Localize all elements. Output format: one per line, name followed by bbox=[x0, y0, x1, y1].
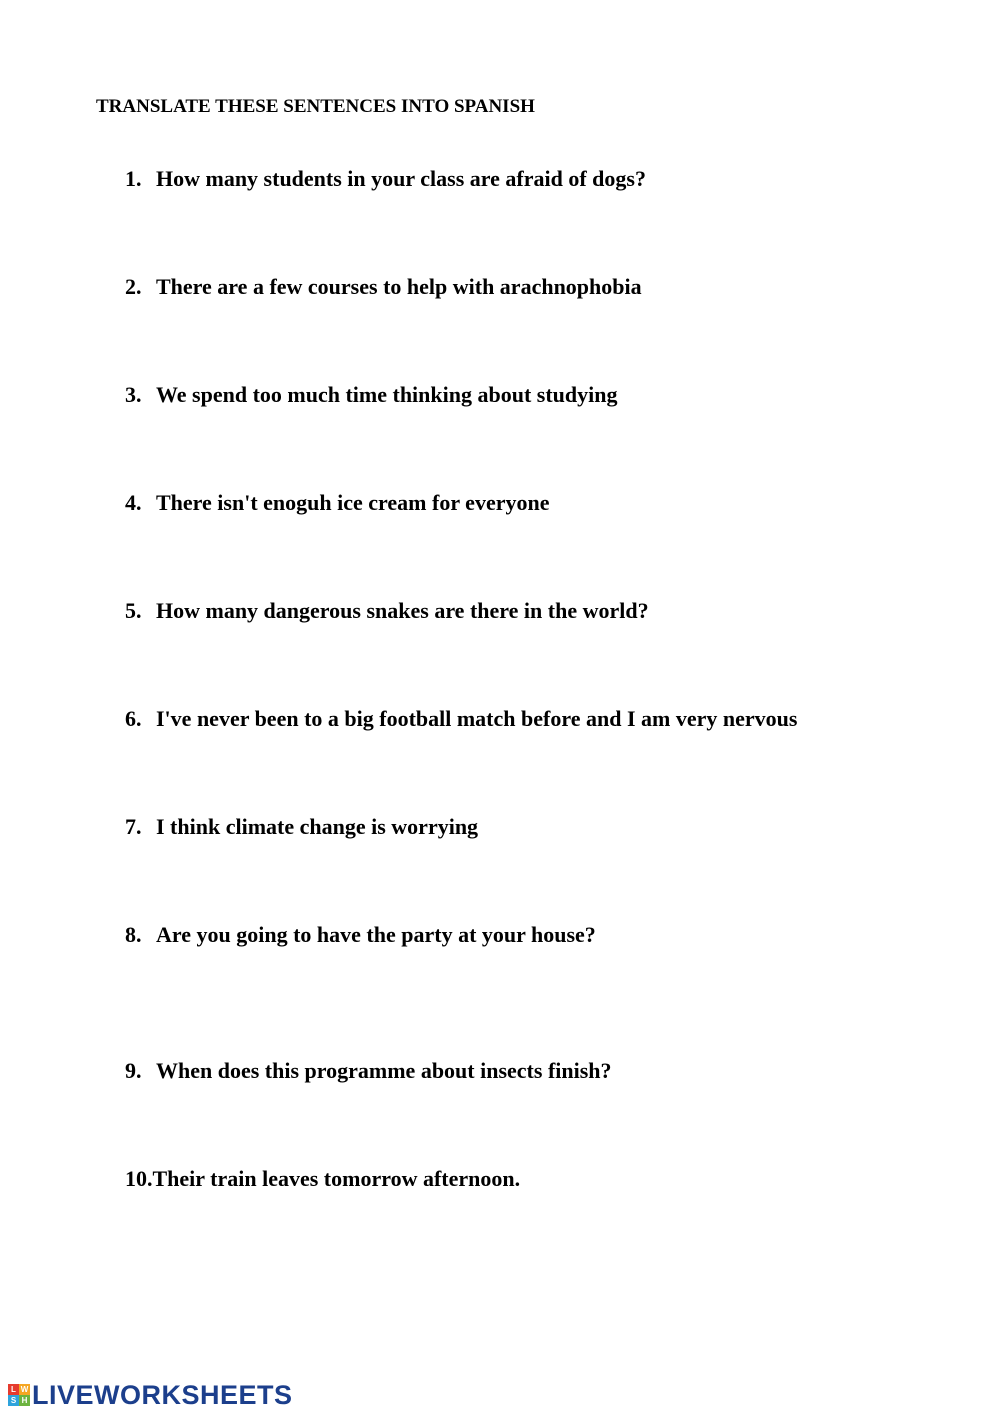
question-number: 6. bbox=[125, 706, 142, 731]
logo-letter: L bbox=[8, 1384, 19, 1395]
question-number: 9. bbox=[125, 1058, 142, 1083]
question-text: We spend too much time thinking about studying bbox=[156, 382, 618, 407]
question-item bbox=[125, 921, 596, 949]
question-text: Their train leaves tomorrow afternoon. bbox=[152, 1166, 521, 1191]
question-text: How many dangerous snakes are there in the world? bbox=[156, 598, 649, 623]
question-text: When does this programme about insects finish? bbox=[156, 1058, 612, 1083]
question-number: 1. bbox=[125, 166, 142, 191]
logo-mark-icon bbox=[8, 1384, 30, 1406]
question-item bbox=[125, 1057, 612, 1085]
liveworksheets-logo[interactable] bbox=[8, 1380, 293, 1410]
question-item bbox=[125, 597, 649, 625]
brand-name: LIVEWORKSHEETS bbox=[32, 1379, 293, 1410]
question-item bbox=[125, 705, 797, 733]
question-number: 2. bbox=[125, 274, 142, 299]
logo-letter: S bbox=[8, 1395, 19, 1406]
question-item bbox=[125, 489, 549, 517]
question-item bbox=[125, 273, 642, 301]
question-number: 4. bbox=[125, 490, 142, 515]
question-number: 3. bbox=[125, 382, 142, 407]
question-text: How many students in your class are afraid of dogs? bbox=[156, 166, 646, 191]
question-text: I think climate change is worrying bbox=[156, 814, 479, 839]
question-text: I've never been to a big football match before and I am very nervous bbox=[156, 706, 798, 731]
question-text: There are a few courses to help with arachnophobia bbox=[156, 274, 642, 299]
logo-letter: W bbox=[20, 1385, 29, 1394]
question-number: 10. bbox=[125, 1166, 153, 1191]
question-number: 5. bbox=[125, 598, 142, 623]
question-item bbox=[125, 381, 618, 409]
question-number: 7. bbox=[125, 814, 142, 839]
question-item bbox=[125, 165, 646, 193]
logo-letter: H bbox=[19, 1395, 30, 1406]
question-text: Are you going to have the party at your house? bbox=[156, 922, 596, 947]
question-item bbox=[125, 1165, 520, 1193]
question-number: 8. bbox=[125, 922, 142, 947]
worksheet-title: TRANSLATE THESE SENTENCES INTO SPANISH bbox=[96, 96, 535, 117]
question-item bbox=[125, 813, 478, 841]
question-text: There isn't enoguh ice cream for everyone bbox=[156, 490, 550, 515]
